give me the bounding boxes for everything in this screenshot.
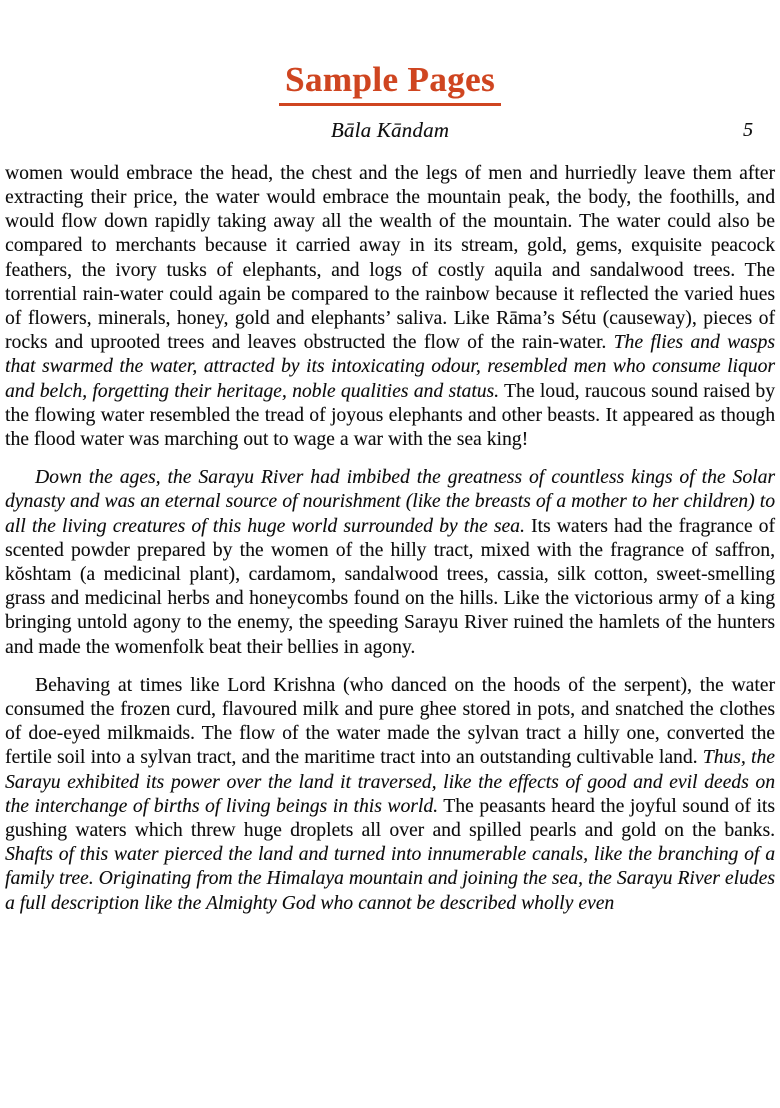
paragraph-1 <box>5 162 775 452</box>
italic-run: Shafts of this water pierced the land and turned into innumerable canals, like the branching of a family tree. Originating from the Himalaya mountain and joining the sea, the Sarayu River eludes a full description like the Almighty God who cannot be described wholly even <box>5 844 775 914</box>
roman-run: Its waters had the fragrance of scented powder prepared by the women of the hilly tract, mixed with the fragrance of saffron, kŏshtam (a medicinal plant), cardamom, sandalwood trees, cassia, silk cotton, sweet-smelling grass and medicinal herbs and honeycombs found on the hills. Like the victorious army of a king bringing untold agony to the enemy, the speeding Sarayu River ruined the hamlets of the hunters and made the womenfolk beat their bellies in agony. <box>5 515 775 658</box>
page-number: 5 <box>743 118 753 141</box>
roman-run: women would embrace the head, the chest and the legs of men and hurriedly leave them after extracting their price, the water would embrace the mountain peak, the body, the foothills, and would flow down rapidly taking away all the wealth of the mountain. The water could also be compared to merchants because it carried away in its stream, gold, gems, exquisite peacock feathers, the ivory tusks of elephants, and logs of costly aquila and sandalwood trees. The torrential rain-water could again be compared to the rainbow because it reflected the varied hues of flowers, minerals, honey, gold and elephants’ saliva. Like Rāma’s Sétu (causeway), pieces of rocks and uprooted trees and leaves obstructed the flow of the rain-water. <box>5 162 775 354</box>
subtitle-row <box>0 117 780 143</box>
page-subtitle: Bāla Kāndam <box>330 117 450 142</box>
page-header <box>0 0 780 143</box>
page-title: Sample Pages <box>279 62 501 106</box>
body-text <box>0 162 780 916</box>
italic-run: Down the ages, the Sarayu River had imbibed the greatness of countless kings of the Solar dynasty and was an eternal source of nourishment (like the breasts of a mother to her children) to all the living creatures of this huge world surrounded by the sea. <box>5 467 775 537</box>
italic-run: Thus, the Sarayu exhibited its power over the land it traversed, like the effects of good and evil deeds on the interchange of births of living beings in this world. <box>5 747 775 817</box>
paragraph-2 <box>5 466 775 660</box>
italic-run: The flies and wasps that swarmed the water, attracted by its intoxicating odour, resembled men who consume liquor and belch, forgetting their heritage, noble qualities and status. <box>5 332 775 402</box>
roman-run: The loud, raucous sound raised by the flowing water resembled the tread of joyous elephants and other beasts. It appeared as though the flood water was marching out to wage a war with the sea king! <box>5 380 775 450</box>
paragraph-3 <box>5 674 775 916</box>
roman-run: The peasants heard the joyful sound of its gushing waters which threw huge droplets all over and spilled pearls and gold on the banks. <box>5 795 775 842</box>
roman-run: Behaving at times like Lord Krishna (who danced on the hoods of the serpent), the water consumed the frozen curd, flavoured milk and pure ghee stored in pots, and snatched the clothes of doe-eyed milkmaids. The flow of the water made the sylvan tract a hilly one, converted the fertile soil into a sylvan tract, and the maritime tract into an outstanding cultivable land. <box>5 674 775 769</box>
